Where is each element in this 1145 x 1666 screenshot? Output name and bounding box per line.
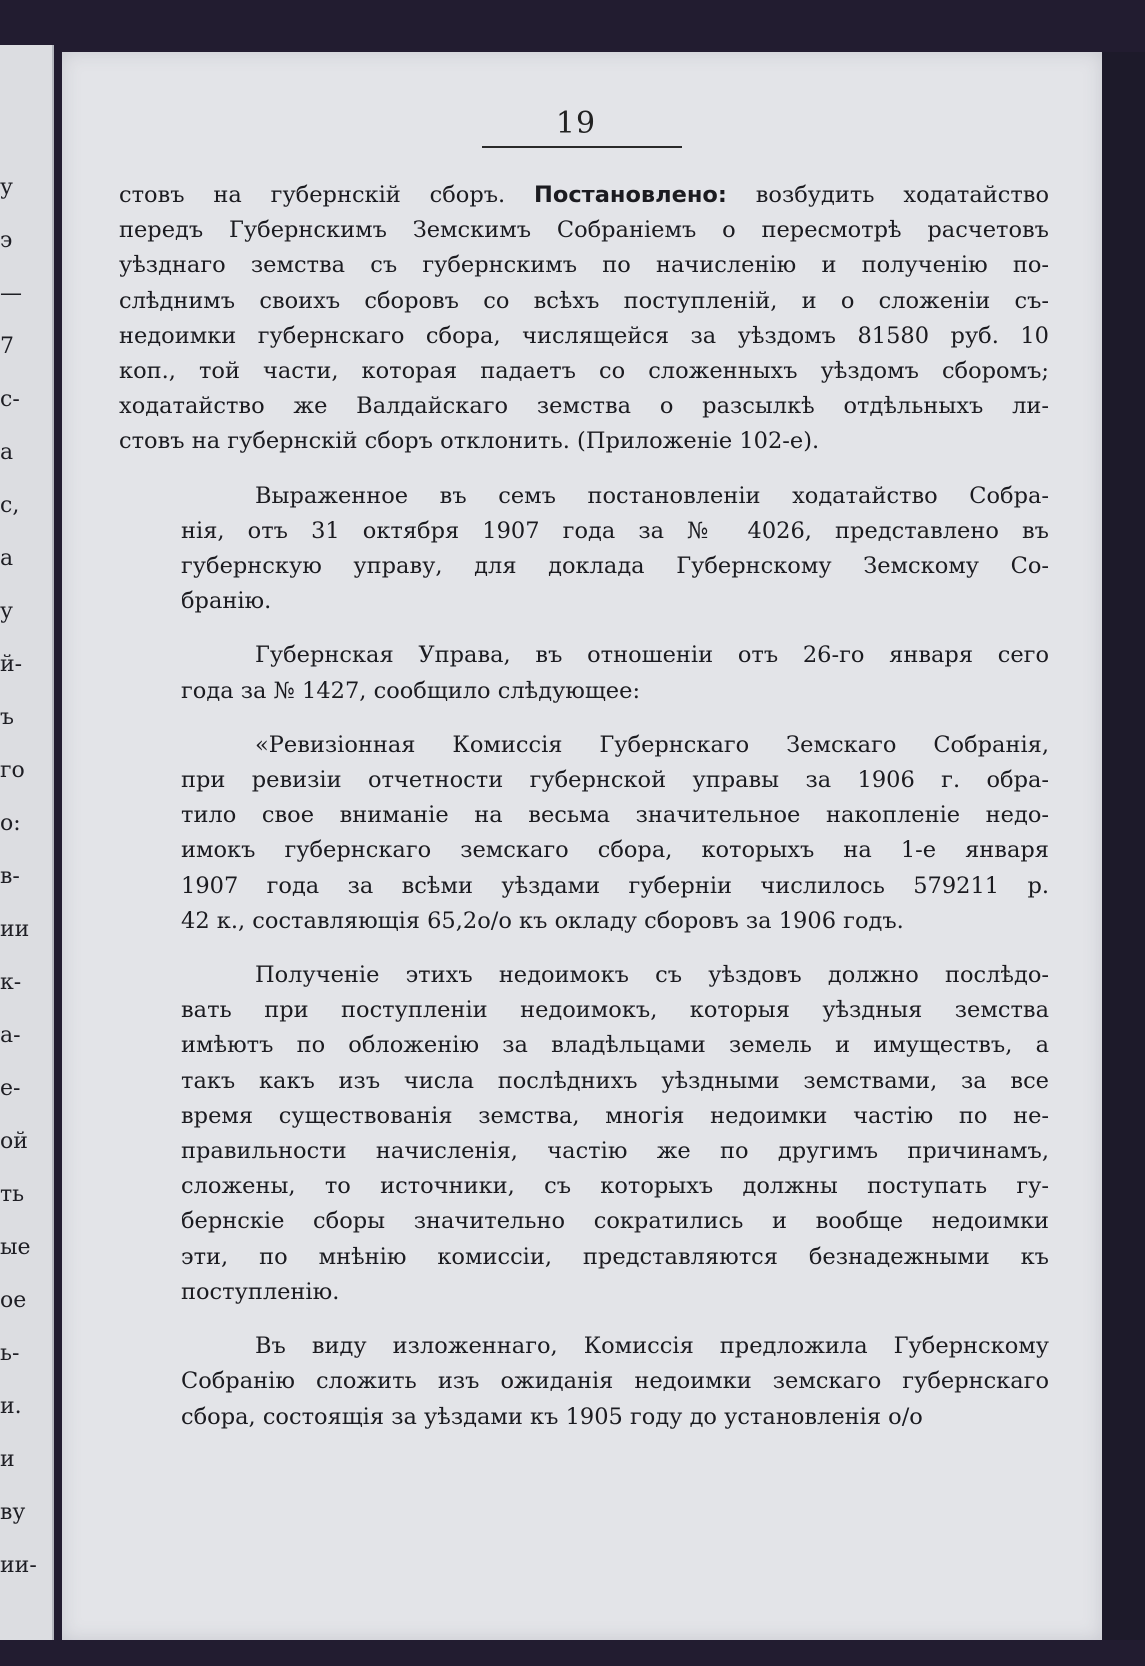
text-line	[181, 798, 1049, 833]
margin-fragment: е-	[0, 1076, 21, 1101]
text-run: коп., той части, которая падаетъ со сложенныхъ уѣздомъ сборомъ;	[119, 358, 1049, 385]
text-line	[181, 904, 1049, 939]
text-run: «Ревизіонная Комиссія Губернскаго Земскаго Собранія,	[255, 731, 1049, 758]
text-line	[181, 674, 1049, 709]
text-run: время существованія земства, многія недоимки частію по не-	[181, 1102, 1049, 1129]
text-run: имѣютъ по обложенію за владѣльцами земель и имуществъ, а	[181, 1032, 1049, 1059]
margin-fragment: го	[0, 758, 25, 783]
margin-fragment: ву	[0, 1500, 26, 1525]
paragraph-5	[119, 958, 1049, 1310]
text-run: передъ Губернскимъ Земскимъ Собраніемъ о пересмотрѣ расчетовъ	[119, 217, 1049, 244]
text-line	[181, 584, 1049, 619]
text-line	[119, 178, 1049, 213]
margin-fragment: й-	[0, 652, 23, 677]
text-run: тило свое вниманіе на весьма значительное накопленіе недо-	[181, 802, 1049, 829]
margin-fragment: а	[0, 546, 14, 571]
text-line	[181, 638, 1049, 673]
text-line	[181, 728, 1049, 763]
text-line	[181, 1275, 1049, 1310]
text-line	[181, 1204, 1049, 1239]
margin-fragment: ое	[0, 1288, 27, 1313]
text-run: стовъ на губернскій сборъ.	[119, 182, 535, 208]
margin-fragment: с-	[0, 387, 20, 412]
paragraph-3	[119, 638, 1049, 708]
text-line	[119, 354, 1049, 389]
text-line	[181, 763, 1049, 798]
margin-fragment: к-	[0, 970, 22, 995]
text-line	[119, 424, 1049, 459]
text-line	[181, 1028, 1049, 1063]
body-text	[119, 178, 1049, 1435]
text-line	[119, 389, 1049, 424]
text-line	[181, 1134, 1049, 1169]
text-run: Выраженное въ семъ постановленіи ходатайство Собра-	[255, 482, 1049, 509]
text-line	[119, 248, 1049, 283]
text-run: Полученіе этихъ недоимокъ съ уѣздовъ должно послѣдо-	[255, 962, 1049, 989]
margin-fragment: ые	[0, 1235, 31, 1260]
text-run: вать при поступленіи недоимокъ, которыя уѣздныя земства	[181, 997, 1049, 1024]
text-run: правильности начисленія, частію же по другимъ причинамъ,	[181, 1138, 1049, 1165]
text-line	[181, 1329, 1049, 1364]
page-number: 19	[555, 106, 597, 141]
text-run: недоимки губернскаго сбора, числящейся за уѣздомъ 81580 руб. 10	[119, 322, 1049, 349]
margin-fragment: с,	[0, 493, 20, 518]
text-run: губернскую управу, для доклада Губернскому Земскому Со-	[181, 553, 1049, 580]
text-run: Собранію сложить изъ ожиданія недоимки земскаго губернскаго	[181, 1368, 1049, 1395]
text-line	[119, 284, 1049, 319]
text-line	[181, 958, 1049, 993]
text-run: Губернская Управа, въ отношеніи отъ 26-го января сего	[255, 642, 1049, 669]
margin-fragment: 7	[0, 334, 14, 359]
text-run: слѣднимъ своихъ сборовъ со всѣхъ поступленій, и о сложеніи съ-	[119, 287, 1049, 314]
bold-keyword: Постановлено:	[534, 182, 727, 208]
text-line	[181, 833, 1049, 868]
text-run: возбудить ходатайство	[726, 182, 1050, 208]
header-rule	[482, 146, 682, 148]
paragraph-4	[119, 728, 1049, 939]
text-run: эти, по мнѣнію комиссіи, представляются безнадежными къ	[181, 1243, 1049, 1270]
text-run: имокъ губернскаго земскаго сбора, которыхъ на 1-е января	[181, 837, 1049, 864]
adjacent-page-fragment	[0, 45, 54, 1640]
margin-fragment: э	[0, 228, 13, 253]
margin-fragment: ть	[0, 1182, 25, 1207]
text-line	[181, 549, 1049, 584]
text-run: уѣзднаго земства съ губернскимъ по начисленію и полученію по-	[119, 252, 1049, 279]
text-line	[181, 1169, 1049, 1204]
margin-fragment: ии-	[0, 1553, 37, 1578]
text-line	[119, 213, 1049, 248]
text-run: стовъ на губернскій сборъ отклонить. (Приложеніе 102-е).	[119, 428, 820, 455]
text-run: нія, отъ 31 октября 1907 года за № 4026, представлено въ	[181, 517, 1049, 544]
margin-fragment: а	[0, 440, 14, 465]
text-line	[181, 869, 1049, 904]
text-line	[119, 319, 1049, 354]
text-run: 42 к., составляющія 65,2о/о къ окладу сборовъ за 1906 годъ.	[181, 907, 904, 934]
text-line	[181, 1240, 1049, 1275]
margin-fragment: о:	[0, 811, 21, 836]
text-line	[181, 1364, 1049, 1399]
margin-fragment: в-	[0, 864, 20, 889]
margin-fragment: у	[0, 175, 13, 200]
margin-fragment: ии	[0, 917, 30, 942]
text-run: бернскіе сборы значительно сократились и вообще недоимки	[181, 1208, 1049, 1235]
text-run: ходатайство же Валдайскаго земства о разсылкѣ отдѣльныхъ ли-	[119, 393, 1049, 420]
text-line	[181, 993, 1049, 1028]
margin-fragment: —	[0, 281, 22, 306]
text-run: бранію.	[181, 588, 272, 615]
margin-fragment: а-	[0, 1023, 21, 1048]
margin-fragment: ъ	[0, 705, 14, 730]
text-run: такъ какъ изъ числа послѣднихъ уѣздными земствами, за все	[181, 1067, 1049, 1094]
text-run: сбора, состоящія за уѣздами къ 1905 году до установленія о/о	[181, 1403, 923, 1430]
text-run: 1907 года за всѣми уѣздами губерніи числилось 579211 р.	[181, 872, 1049, 899]
text-run: поступленію.	[181, 1278, 340, 1305]
text-line	[181, 1099, 1049, 1134]
paragraph-6	[119, 1329, 1049, 1435]
margin-fragment: у	[0, 599, 13, 624]
paragraph-1	[119, 178, 1049, 460]
document-page	[62, 52, 1102, 1640]
text-line	[181, 514, 1049, 549]
scan-edge-right	[1102, 52, 1145, 1640]
text-line	[181, 1064, 1049, 1099]
margin-fragment: ь-	[0, 1341, 20, 1366]
text-run: сложены, то источники, съ которыхъ должны поступать гу-	[181, 1173, 1049, 1200]
text-run: года за № 1427, сообщило слѣдующее:	[181, 677, 641, 704]
text-run: при ревизіи отчетности губернской управы за 1906 г. обра-	[181, 767, 1049, 794]
text-run: Въ виду изложеннаго, Комиссія предложила Губернскому	[255, 1333, 1049, 1360]
text-line	[181, 1400, 1049, 1435]
margin-fragment: и.	[0, 1394, 22, 1419]
text-line	[181, 479, 1049, 514]
margin-fragment: и	[0, 1447, 15, 1472]
paragraph-2	[119, 479, 1049, 620]
margin-fragment: ой	[0, 1129, 28, 1154]
